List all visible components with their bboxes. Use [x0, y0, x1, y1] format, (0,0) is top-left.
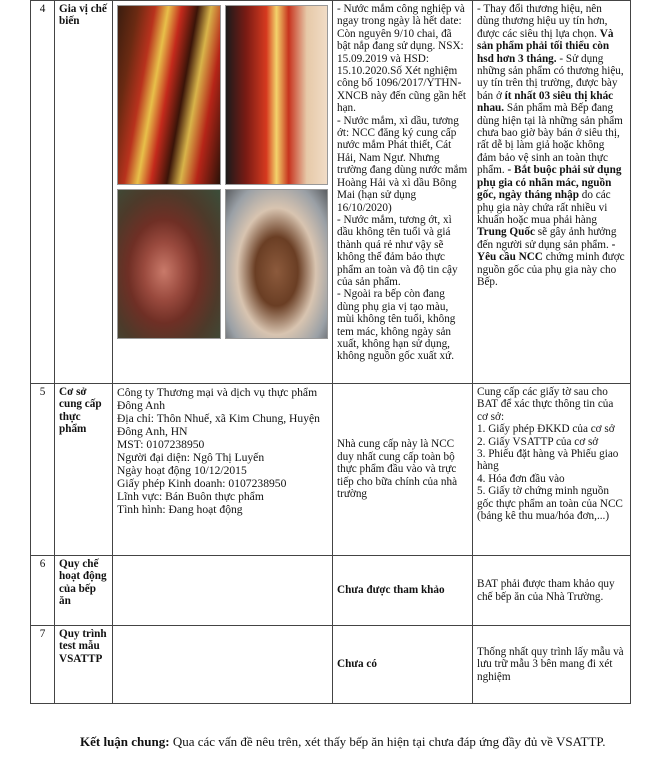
- table-row: [31, 556, 631, 626]
- request-segment: do các phụ gia này chứa rất nhiều vi khuẩn hoặc mua phải hàng: [477, 189, 611, 226]
- conclusion-text: Qua các vấn đề nêu trên, xét thấy bếp ăn hiện tại chưa đáp ứng đầy đủ về VSATTP.: [169, 734, 606, 749]
- observation-text: Chưa được tham khảo: [337, 584, 445, 597]
- sauce-bottles-photo: [225, 5, 329, 185]
- request-line: 2. Giấy VSATTP của cơ sở: [477, 435, 599, 448]
- observation-item: - Nước mắm, xì dầu, tương ớt: NCC đăng ký cung cấp nước mắm Phát thiết, Cát Hải, Nam Ngư. Nhưng trường đang dùng nước mắm Hoàng Hải và xì dầu Bông Mai (hạn sử dụng 16/10/2020): [337, 114, 468, 214]
- observation-text: Chưa có: [337, 658, 377, 671]
- row-number: 6: [31, 556, 55, 626]
- row-label: Quy trình test mẫu VSATTP: [55, 626, 113, 704]
- row-number: 7: [31, 626, 55, 704]
- photo-cell: [113, 1, 333, 384]
- row-number: 5: [31, 384, 55, 556]
- request-cell: [473, 626, 631, 704]
- request-segment: Và sản phẩm phải tối thiểu còn hsd hơn 3 tháng.: [477, 27, 614, 65]
- supplier-line: Ngày hoạt động 10/12/2015: [117, 464, 247, 477]
- supplier-line: Công ty Thương mại và dịch vụ thực phẩm Đông Anh: [117, 386, 318, 412]
- request-line: Cung cấp các giấy tờ sau cho BAT để xác thực thông tin của cơ sở:: [477, 386, 614, 423]
- request-cell: [473, 556, 631, 626]
- row-label: Cơ sở cung cấp thực phẩm: [55, 384, 113, 556]
- request-line: 1. Giấy phép ĐKKD của cơ sở: [477, 423, 615, 436]
- row-number: 4: [31, 1, 55, 384]
- request-segment: - Sử dụng những sản phẩm có thương hiệu, uy tín trên thị trường, được bày bán ở: [477, 52, 624, 102]
- table-row: [31, 1, 631, 384]
- table-row: [31, 384, 631, 556]
- fish-sauce-bottles-photo: [117, 5, 221, 185]
- request-segment: ít nhất 03 siêu thị khác nhau.: [477, 89, 614, 115]
- table-row: [31, 626, 631, 704]
- general-conclusion: [80, 731, 620, 753]
- observation-cell: [333, 1, 473, 384]
- supplier-line: Người đại diện: Ngô Thị Luyến: [117, 451, 265, 464]
- request-cell: [473, 1, 631, 384]
- supplier-line: Lĩnh vực: Bán Buôn thực phẩm: [117, 490, 264, 503]
- request-segment: sẽ gây ảnh hưởng đến người sử dụng sản phẩm.: [477, 226, 617, 251]
- request-segment: - Thay đổi thương hiệu, nên dùng thương hiệu uy tín hơn, được các siêu thị lựa chọn.: [477, 3, 608, 40]
- observation-cell: [333, 626, 473, 704]
- supplier-line: Tình hình: Đang hoạt động: [117, 503, 243, 516]
- supplier-cell: [113, 384, 333, 556]
- request-line: 4. Hóa đơn đầu vào: [477, 472, 565, 485]
- request-line: 5. Giấy tờ chứng minh nguồn gốc thực phẩm an toàn của NCC (bảng kê thu mua/hóa đơn,...): [477, 485, 623, 523]
- supplier-line: Địa chỉ: Thôn Nhuế, xã Kim Chung, Huyện Đông Anh, HN: [117, 412, 320, 438]
- row-label: Gia vị chế biến: [55, 1, 113, 384]
- request-line: 3. Phiếu đặt hàng và Phiếu giao hàng: [477, 448, 619, 473]
- request-segment: chứng minh được nguồn gốc của phụ gia này cho Bếp.: [477, 251, 625, 288]
- request-text: Thống nhất quy trình lấy mẫu và lưu trữ mẫu 3 bên mang đi xét nghiệm: [477, 645, 624, 683]
- supplier-line: MST: 0107238950: [117, 438, 205, 451]
- request-segment: - Bắt buộc phải sử dụng phụ gia có nhãn mác, nguồn gốc, ngày tháng nhập: [477, 164, 622, 202]
- inspection-table: [30, 0, 631, 704]
- request-text: BAT phải được tham khảo quy chế bếp ăn của Nhà Trường.: [477, 578, 615, 603]
- observation-item: - Ngoài ra bếp còn đang dùng phụ gia vị tạo màu, mùi không tên tuổi, không tem mác, không ngày sản xuất, không hạn sử dụng, không nguồn gốc xuất xứ.: [337, 288, 456, 363]
- observation-item: - Nước mắm công nghiệp và ngay trong ngày là hết date: Còn nguyên 9/10 chai, đã bật nắp đang sử dụng. NSX: 15.09.2019 và HSD: 15.10.2020.Số Xét nghiệm công bố 1096/2017/YTHN-XNCB này đến cũng gần hết hạn.: [337, 3, 466, 115]
- conclusion-label: Kết luận chung:: [80, 734, 170, 749]
- empty-cell: [113, 556, 333, 626]
- observation-text: Nhà cung cấp này là NCC duy nhất cung cấp toàn bộ thực phẩm đầu vào và trực tiếp cho bữa chính của nhà trường: [337, 438, 458, 501]
- observation-cell: [333, 384, 473, 556]
- request-segment: Sản phẩm mà Bếp đang dùng hiện tại là những sản phẩm chưa bao giờ bày bán ở siêu thị, rất dễ bị làm giả hoặc không đảm bảo vệ sinh an toàn thực phẩm.: [477, 102, 623, 177]
- empty-cell: [113, 626, 333, 704]
- seasoning-bag-photo: [117, 189, 221, 339]
- observation-item: - Nước mắm, tương ớt, xì dầu không tên tuổi và giá thành quá rẻ như vậy sẽ không thể đảm bảo thực phẩm an toàn và độ tin cậy của sản phẩm.: [337, 213, 458, 288]
- request-segment: Trung Quốc: [477, 226, 535, 239]
- request-segment: - Yêu cầu NCC: [477, 238, 616, 264]
- row-label: Quy chế hoạt động của bếp ăn: [55, 556, 113, 626]
- observation-cell: [333, 556, 473, 626]
- supplier-line: Giấy phép Kinh doanh: 0107238950: [117, 477, 287, 490]
- request-cell: [473, 384, 631, 556]
- seasoning-jar-photo: [225, 189, 329, 339]
